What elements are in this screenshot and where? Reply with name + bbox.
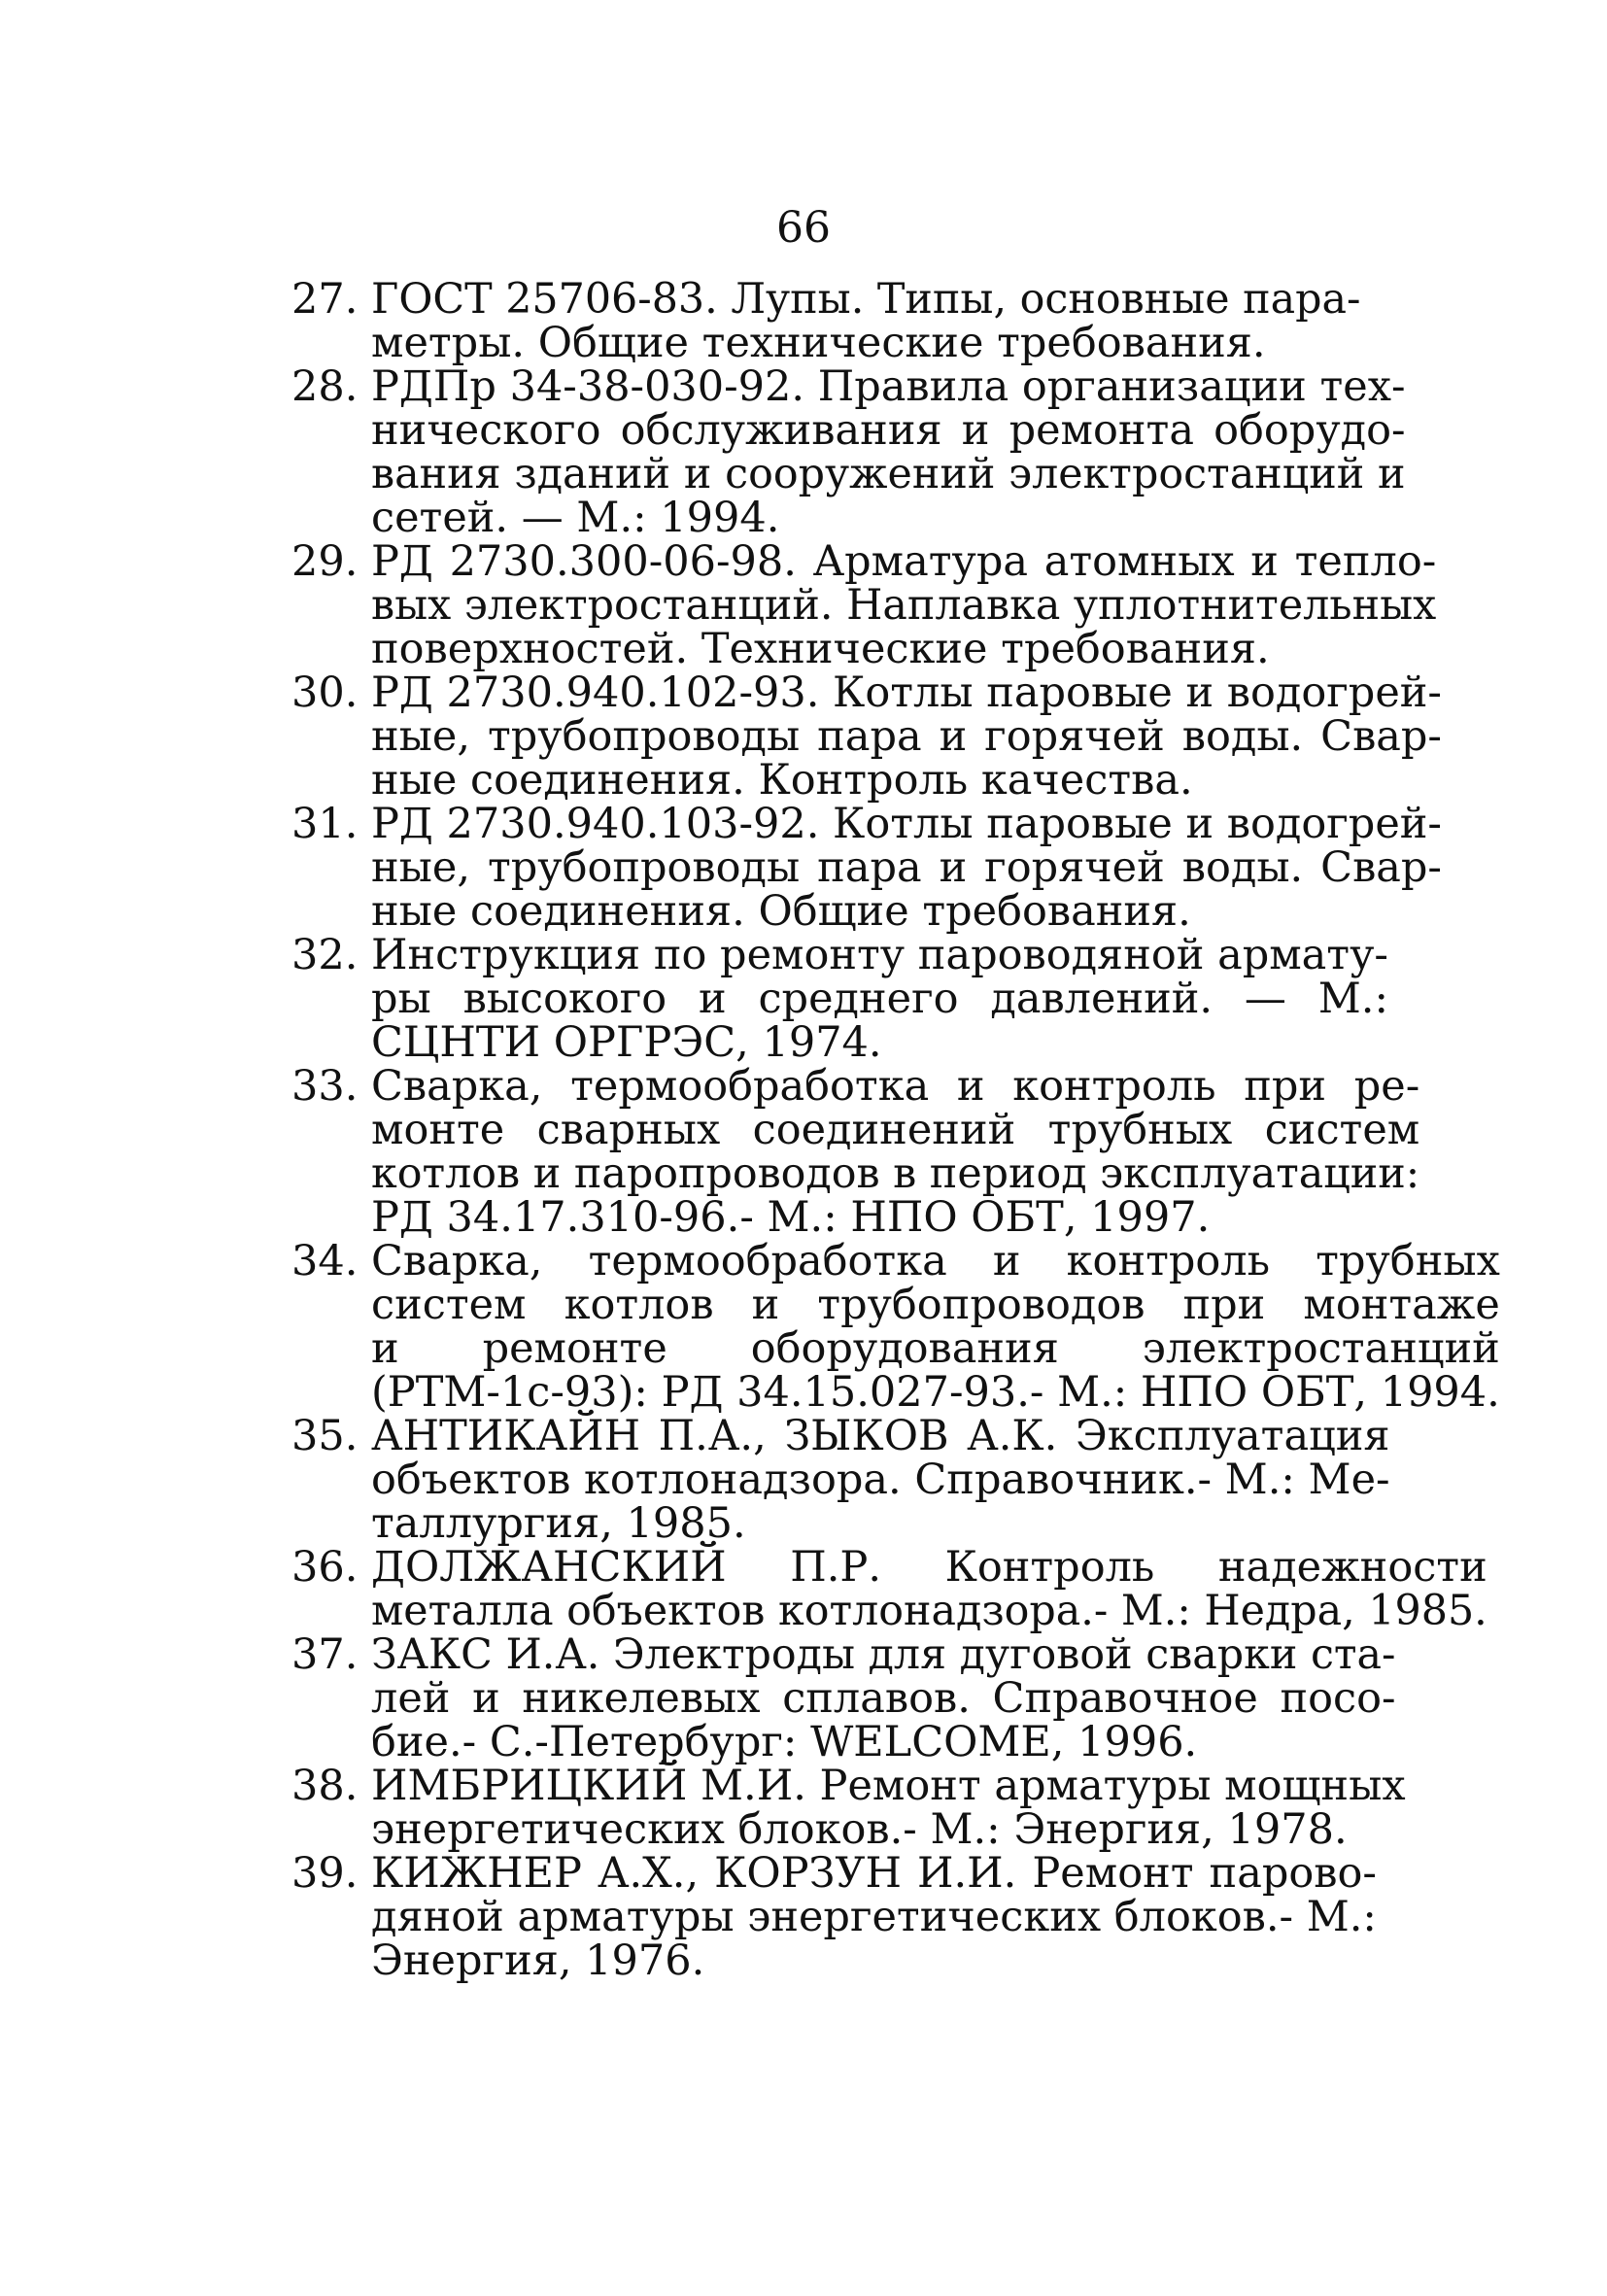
reference-item xyxy=(291,362,1406,542)
reference-item xyxy=(291,1237,1500,1417)
reference-line: дяной арматуры энергетических блоков.- М.: xyxy=(371,1893,1377,1941)
reference-number: 39. xyxy=(291,1849,359,1898)
reference-line: монте сварных соединений трубных систем xyxy=(371,1106,1420,1154)
reference-item xyxy=(291,668,1442,805)
reference-line: нического обслуживания и ремонта оборудо- xyxy=(371,406,1406,455)
reference-text xyxy=(371,931,1388,1067)
reference-line: РД 2730.940.102-93. Котлы паровые и водогрей- xyxy=(371,668,1442,717)
reference-number: 37. xyxy=(291,1630,359,1679)
reference-line: ры высокого и среднего давлений. — М.: xyxy=(371,975,1388,1023)
reference-item xyxy=(291,800,1442,936)
reference-line: метры. Общие технические требования. xyxy=(371,319,1266,367)
reference-number: 29. xyxy=(291,537,359,586)
reference-line: систем котлов и трубопроводов при монтаже xyxy=(371,1281,1500,1329)
reference-text xyxy=(371,1062,1420,1242)
reference-line: ИМБРИЦКИЙ М.И. Ремонт арматуры мощных xyxy=(371,1762,1406,1810)
reference-item xyxy=(291,1062,1420,1242)
reference-line: РД 34.17.310-96.- М.: НПО ОБТ, 1997. xyxy=(371,1193,1211,1242)
reference-number: 34. xyxy=(291,1237,359,1285)
reference-line: РД 2730.940.103-92. Котлы паровые и водогрей- xyxy=(371,800,1442,848)
reference-item xyxy=(291,1412,1390,1548)
reference-line: бие.- С.-Петербург: WELCOME, 1996. xyxy=(371,1718,1198,1766)
reference-number: 36. xyxy=(291,1543,359,1592)
reference-number: 35. xyxy=(291,1412,359,1460)
reference-item xyxy=(291,1630,1396,1766)
reference-line: Сварка, термообработка и контроль трубных xyxy=(371,1237,1500,1285)
reference-line: ГОСТ 25706-83. Лупы. Типы, основные пара- xyxy=(371,275,1361,324)
reference-item xyxy=(291,537,1437,673)
reference-line: энергетических блоков.- М.: Энергия, 1978. xyxy=(371,1805,1348,1854)
reference-number: 32. xyxy=(291,931,359,979)
reference-text xyxy=(371,800,1442,936)
reference-line: поверхностей. Технические требования. xyxy=(371,625,1270,673)
reference-text xyxy=(371,1849,1377,1985)
reference-line: ные соединения. Контроль качества. xyxy=(371,756,1193,805)
reference-line: ДОЛЖАНСКИЙ П.Р. Контроль надежности xyxy=(371,1543,1487,1592)
reference-number: 30. xyxy=(291,668,359,717)
reference-text xyxy=(371,362,1406,542)
reference-text xyxy=(371,668,1442,805)
reference-item xyxy=(291,1762,1406,1854)
page-number: 66 xyxy=(776,203,831,253)
reference-text xyxy=(371,537,1437,673)
reference-text xyxy=(371,1237,1500,1417)
reference-line: ные соединения. Общие требования. xyxy=(371,887,1191,936)
reference-number: 28. xyxy=(291,362,359,411)
reference-line: таллургия, 1985. xyxy=(371,1499,746,1548)
reference-line: КИЖНЕР А.Х., КОРЗУН И.И. Ремонт парово- xyxy=(371,1849,1377,1898)
reference-line: (РТМ-1с-93): РД 34.15.027-93.- М.: НПО ОБТ, 1994. xyxy=(371,1368,1500,1417)
reference-item xyxy=(291,931,1388,1067)
reference-line: РДПр 34-38-030-92. Правила организации тех- xyxy=(371,362,1406,411)
reference-text xyxy=(371,1412,1390,1548)
reference-text xyxy=(371,1543,1487,1635)
reference-line: ные, трубопроводы пара и горячей воды. Свар- xyxy=(371,712,1442,761)
reference-line: котлов и паропроводов в период эксплуатации: xyxy=(371,1149,1420,1198)
reference-item xyxy=(291,275,1361,367)
reference-line: вания зданий и сооружений электростанций и xyxy=(371,450,1406,498)
reference-line: ные, трубопроводы пара и горячей воды. Свар- xyxy=(371,843,1442,892)
reference-line: сетей. — М.: 1994. xyxy=(371,494,780,542)
reference-line: Энергия, 1976. xyxy=(371,1936,705,1985)
reference-list xyxy=(291,275,1500,1985)
reference-text xyxy=(371,275,1361,367)
reference-line: и ремонте оборудования электростанций xyxy=(371,1324,1500,1373)
reference-line: СЦНТИ ОРГРЭС, 1974. xyxy=(371,1018,882,1067)
reference-line: объектов котлонадзора. Справочник.- М.: Ме- xyxy=(371,1456,1390,1504)
reference-text xyxy=(371,1630,1396,1766)
reference-item xyxy=(291,1543,1487,1635)
reference-number: 38. xyxy=(291,1762,359,1810)
reference-line: АНТИКАЙН П.А., ЗЫКОВ А.К. Эксплуатация xyxy=(371,1412,1390,1460)
reference-line: ЗАКС И.А. Электроды для дуговой сварки ста- xyxy=(371,1630,1396,1679)
reference-item xyxy=(291,1849,1377,1985)
reference-line: металла объектов котлонадзора.- М.: Недра, 1985. xyxy=(371,1587,1487,1635)
reference-number: 31. xyxy=(291,800,359,848)
reference-line: вых электростанций. Наплавка уплотнительных xyxy=(371,581,1437,630)
reference-line: Сварка, термообработка и контроль при ре- xyxy=(371,1062,1420,1111)
reference-number: 33. xyxy=(291,1062,359,1111)
reference-line: РД 2730.300-06-98. Арматура атомных и тепло- xyxy=(371,537,1437,586)
reference-line: Инструкция по ремонту пароводяной армату- xyxy=(371,931,1388,979)
reference-line: лей и никелевых сплавов. Справочное посо- xyxy=(371,1674,1396,1723)
reference-text xyxy=(371,1762,1406,1854)
reference-number: 27. xyxy=(291,275,359,324)
